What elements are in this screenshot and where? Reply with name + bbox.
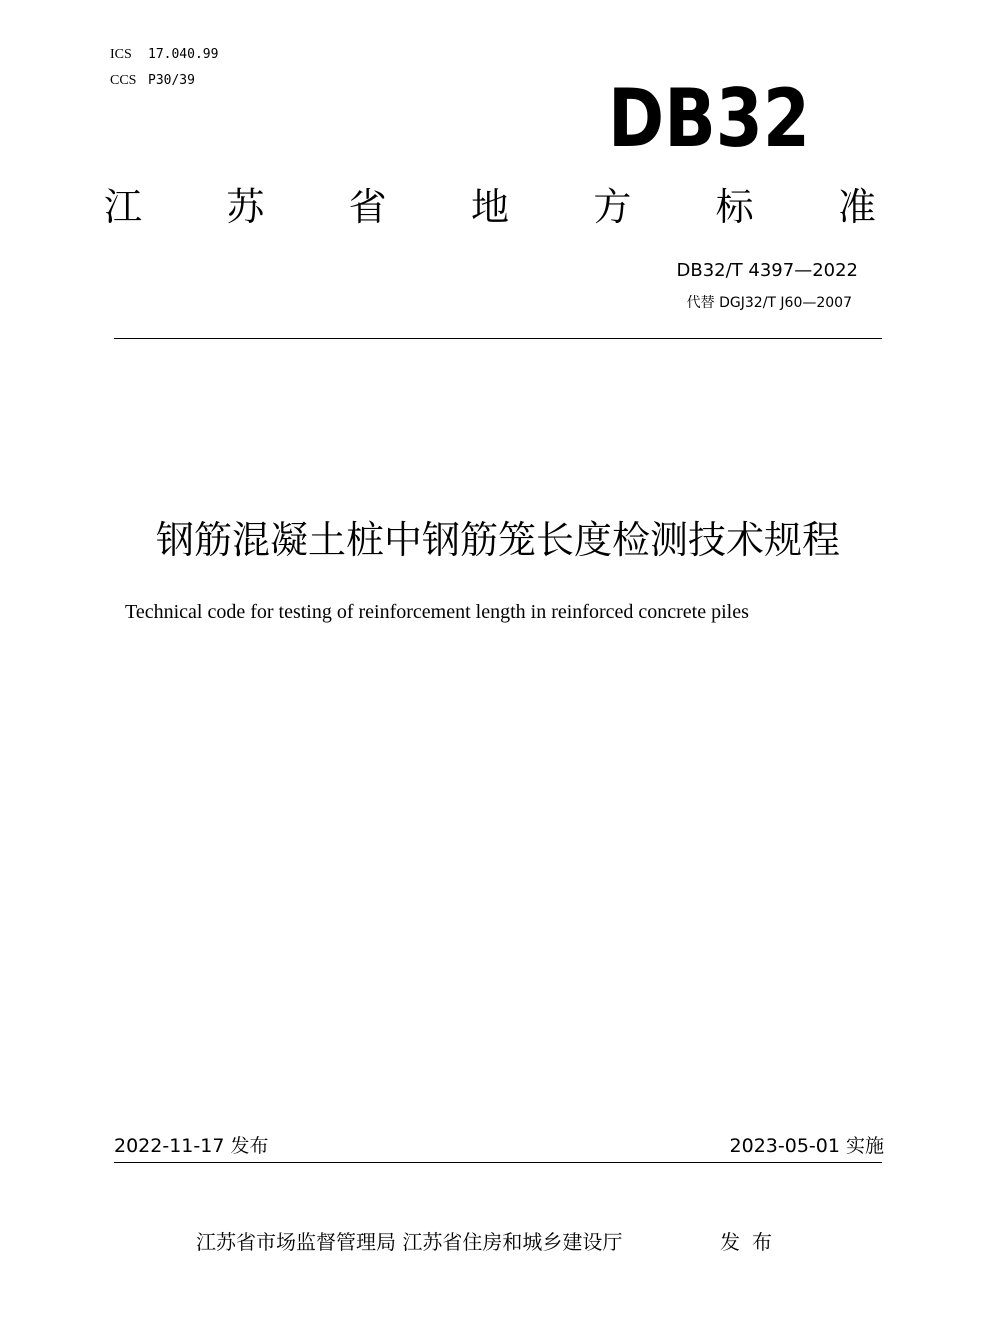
chinese-title: 钢筋混凝土桩中钢筋笼长度检测技术规程	[155, 518, 840, 562]
implementation-date: 2023-05-01 实施	[729, 1135, 884, 1157]
standard-type-heading	[104, 182, 876, 232]
footer-divider	[114, 1162, 882, 1163]
ics-row	[110, 46, 218, 64]
standard-type-char: 苏	[226, 185, 265, 229]
ccs-label: CCS	[110, 73, 137, 88]
db32-logo-text: DB32	[608, 72, 810, 165]
standard-type-char: 方	[593, 185, 632, 229]
issue-date: 2022-11-17 发布	[114, 1135, 269, 1157]
ics-label: ICS	[110, 47, 132, 62]
header-divider	[114, 338, 882, 339]
ccs-row	[110, 72, 195, 90]
document-code: DB32/T 4397—2022	[676, 260, 858, 281]
replaced-code: 代替 DGJ32/T J60—2007	[686, 295, 852, 311]
db32-logo	[608, 72, 813, 165]
standard-type-char: 准	[837, 185, 876, 229]
ics-value: 17.040.99	[148, 47, 219, 62]
issue-label: 发布	[720, 1230, 784, 1254]
standard-type-char: 江	[104, 185, 143, 229]
standard-type-char: 省	[348, 185, 387, 229]
english-title: Technical code for testing of reinforcement length in reinforced concrete piles	[125, 601, 749, 623]
issuing-authorities: 江苏省市场监督管理局 江苏省住房和城乡建设厅	[196, 1230, 623, 1254]
standard-type-char: 地	[470, 185, 509, 229]
standard-type-char: 标	[715, 185, 754, 229]
ccs-value: P30/39	[148, 73, 195, 88]
